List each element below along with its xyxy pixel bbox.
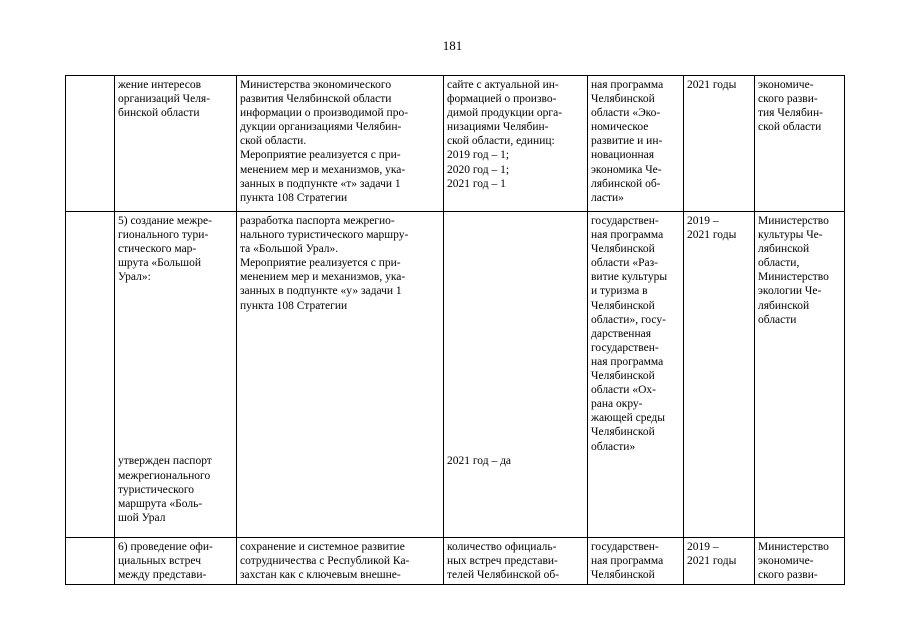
text-line: ской области	[758, 121, 822, 134]
text-line: области,	[758, 257, 800, 270]
text-line: номическое	[591, 121, 649, 134]
cell-program	[588, 212, 684, 538]
text-line: развитие и ин-	[591, 135, 663, 148]
text-line: государствен-	[591, 541, 659, 553]
text-line: и туризма в	[591, 285, 648, 298]
cell-number	[66, 212, 115, 538]
text-line: Министерство	[758, 271, 829, 284]
text-line: Мероприятие реализуется с при-	[240, 257, 401, 270]
cell-measure	[237, 538, 444, 585]
text-line: ского разви-	[758, 93, 818, 106]
cell-number	[66, 76, 115, 212]
text-line: ная программа	[591, 555, 664, 568]
text-line: разработка паспорта межрегио-	[240, 215, 395, 227]
cell-number	[66, 538, 115, 585]
text-line: 2021 годы	[687, 555, 737, 568]
cell-indicator	[444, 212, 588, 538]
text-line: области	[758, 313, 797, 326]
text-line: количество официаль-	[447, 541, 557, 553]
text-line: жение интересов	[118, 79, 202, 91]
cell-measure	[237, 212, 444, 538]
text-line: дукции организациями Челябин-	[240, 121, 402, 134]
text-line: между представи-	[118, 569, 207, 582]
text-line: та «Большой Урал».	[240, 243, 339, 256]
text-line: лябинской об-	[591, 177, 661, 190]
cell-task	[115, 212, 237, 538]
text-line: сохранение и системное развитие	[240, 541, 405, 553]
text-line: шрута «Большой	[118, 257, 202, 270]
text-line: витие культуры	[591, 271, 668, 284]
text-line: ная программа	[591, 355, 664, 368]
text-line: 2019 –	[687, 541, 719, 553]
text-line: 2021 годы	[687, 229, 737, 242]
text-line: рана окру-	[591, 398, 643, 411]
text-line: информации о производимой про-	[240, 107, 409, 120]
text-line: области «Раз-	[591, 257, 658, 270]
text-line: межрегионального	[118, 469, 211, 482]
text-line: Мероприятие реализуется с при-	[240, 149, 401, 162]
text-line: ная программа	[591, 79, 664, 91]
cell-indicator	[444, 76, 588, 212]
text-line: 6) проведение офи-	[118, 541, 213, 553]
text-line: бинской области	[118, 107, 200, 120]
text-line: сайте с актуальной ин-	[447, 79, 559, 91]
text-line: 2019 –	[687, 215, 719, 227]
text-line: захстан как с ключевым внешне-	[240, 569, 401, 582]
table-row	[66, 212, 845, 538]
text-line: новационная	[591, 149, 655, 162]
text-line: Челябинской	[591, 569, 655, 582]
page-number: 181	[442, 38, 463, 53]
cell-program	[588, 76, 684, 212]
text-line: 2021 годы	[687, 79, 737, 91]
text-line: занных в подпункте «у» задачи 1	[240, 285, 402, 298]
document-table	[65, 75, 845, 585]
text-line: Челябинской	[591, 370, 655, 383]
text-line: ная программа	[591, 229, 664, 242]
cell-task	[115, 538, 237, 585]
text-line: 2020 год – 1;	[447, 163, 510, 176]
text-line: шой Урал	[118, 511, 166, 524]
text-line: организаций Челя-	[118, 93, 211, 106]
text-line: пункта 108 Стратегии	[240, 191, 348, 204]
text-line: области», госу-	[591, 313, 666, 326]
text-line: Министерство	[758, 215, 829, 227]
text-line: Урал»:	[118, 271, 151, 284]
text-line: димой продукции орга-	[447, 107, 563, 120]
text-line: стического мар-	[118, 243, 197, 256]
table-row	[66, 76, 845, 212]
text-line: туристического	[118, 483, 195, 496]
text-line: Министерства экономического	[240, 79, 392, 91]
cell-period	[684, 538, 755, 585]
text-line: Челябинской	[591, 93, 655, 106]
text-line: государствен-	[591, 341, 659, 354]
text-line: Челябинской	[591, 299, 655, 312]
cell-responsible	[755, 76, 845, 212]
text-line: формацией о произво-	[447, 93, 557, 106]
text-line: тия Челябин-	[758, 107, 823, 120]
text-line: менением мер и механизмов, ука-	[240, 271, 406, 284]
text-line: экономиче-	[758, 79, 814, 91]
text-line: нального туристического маршру-	[240, 229, 409, 242]
text-line: ской области, единиц:	[447, 135, 555, 148]
text-line: экологии Че-	[758, 285, 822, 298]
text-line: пункта 108 Стратегии	[240, 299, 348, 312]
cell-responsible	[755, 212, 845, 538]
text-line: области»	[591, 440, 636, 453]
text-line: Министерство	[758, 541, 829, 553]
cell-task	[115, 76, 237, 212]
text-line: утвержден паспорт	[118, 455, 212, 468]
cell-program	[588, 538, 684, 585]
text-line: ласти»	[591, 191, 624, 204]
text-line: циальных встреч	[118, 555, 201, 568]
text-line: 2019 год – 1;	[447, 149, 510, 162]
text-line: области «Эко-	[591, 107, 661, 120]
text-line: 5) создание межре-	[118, 215, 212, 227]
text-line: сотрудничества с Республикой Ка-	[240, 555, 410, 568]
text-line: Челябинской	[591, 243, 655, 256]
text-line: культуры Че-	[758, 229, 823, 242]
text-line: развития Челябинской области	[240, 93, 392, 106]
text-line: государствен-	[591, 215, 659, 227]
text-line: маршрута «Боль-	[118, 497, 203, 510]
text-line: экономика Че-	[591, 163, 662, 176]
cell-indicator	[444, 538, 588, 585]
text-line: лябинской	[758, 243, 810, 256]
text-line: 2021 год – да	[447, 455, 512, 467]
cell-period	[684, 76, 755, 212]
text-line: жающей среды	[591, 412, 666, 425]
text-line: телей Челябинской об-	[447, 569, 560, 582]
text-line: низациями Челябин-	[447, 121, 549, 134]
text-line: ных встреч представи-	[447, 555, 558, 568]
cell-responsible	[755, 538, 845, 585]
text-line: гионального тури-	[118, 229, 209, 242]
text-line: Челябинской	[591, 426, 655, 439]
text-line: менением мер и механизмов, ука-	[240, 163, 406, 176]
table-row	[66, 538, 845, 585]
text-line: экономиче-	[758, 555, 814, 568]
text-line: 2021 год – 1	[447, 177, 506, 190]
cell-period	[684, 212, 755, 538]
text-line: ской области.	[240, 135, 307, 148]
text-line: занных в подпункте «т» задачи 1	[240, 177, 401, 190]
text-line: дарственная	[591, 327, 652, 340]
cell-measure	[237, 76, 444, 212]
text-line: области «Ох-	[591, 384, 656, 397]
text-line: ского разви-	[758, 569, 818, 582]
text-line: лябинской	[758, 299, 810, 312]
